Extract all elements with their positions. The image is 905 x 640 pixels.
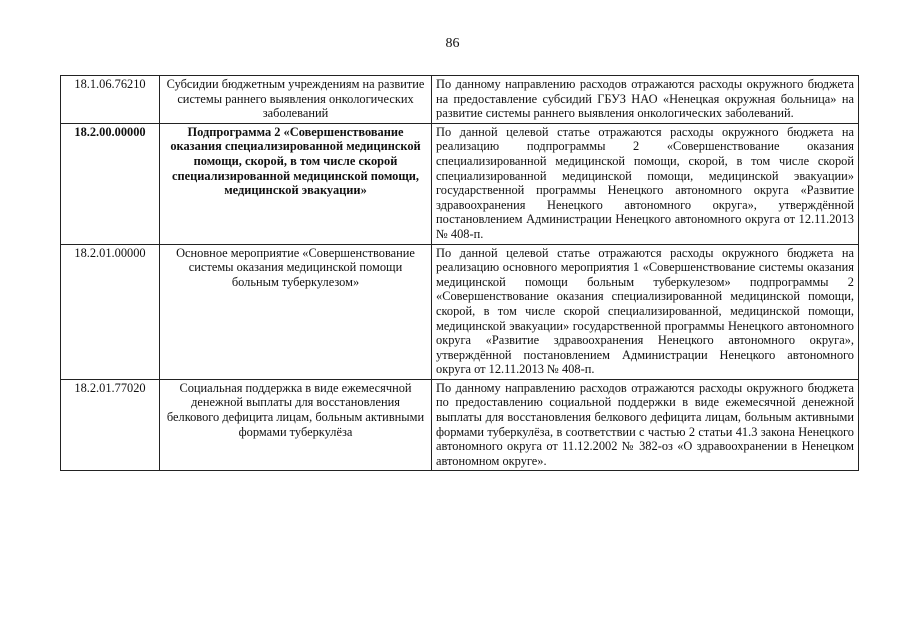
target-article-description: По данной целевой статье отражаются расходы окружного бюджета на реализацию основного мероприятия 1 «Совершенствование системы оказания медицинской помощи больным туберкулезом» подпрограммы 2 «Совершенствование оказания специализированной медицинской помощи, скорой, в том числе скорой специализированной, медицинской помощи, медицинской эвакуации» государственной программы Ненецкого автономного округа «Развитие здравоохранения Ненецкого автономного округа», утверждённой постановлением Администрации Ненецкого автономного округа от 12.11.2013 № 408-п. — [432, 244, 859, 379]
target-article-description: По данной целевой статье отражаются расходы окружного бюджета на реализацию подпрограммы 2 «Совершенствование оказания специализированной медицинской помощи, скорой, в том числе скорой специализированной медицинской помощи, медицинской эвакуации» государственной программы Ненецкого автономного округа «Развитие здравоохранения Ненецкого автономного округа», утверждённой постановлением Администрации Ненецкого автономного округа от 12.11.2013 № 408-п. — [432, 123, 859, 244]
target-article-code: 18.2.00.00000 — [61, 123, 160, 244]
target-article-name: Подпрограмма 2 «Совершенствование оказания специализированной медицинской помощи, скорой, в том числе скорой специализированной медицинской помощи, медицинской эвакуации» — [160, 123, 432, 244]
target-article-description: По данному направлению расходов отражаются расходы окружного бюджета по предоставлению социальной поддержки в виде ежемесячной денежной выплаты для восстановления белкового дефицита лицам, больным активными формами туберкулёза, в соответствии с частью 2 статьи 41.3 закона Ненецкого автономного округа от 11.12.2002 № 382-оз «О здравоохранении в Ненецком автономном округе». — [432, 379, 859, 471]
table-row — [61, 379, 859, 471]
budget-classification-table — [60, 75, 859, 471]
table-row — [61, 76, 859, 124]
table-row — [61, 244, 859, 379]
target-article-name: Субсидии бюджетным учреждениям на развитие системы раннего выявления онкологических заболеваний — [160, 76, 432, 124]
target-article-code: 18.2.01.00000 — [61, 244, 160, 379]
target-article-code: 18.1.06.76210 — [61, 76, 160, 124]
table-row — [61, 123, 859, 244]
target-article-code: 18.2.01.77020 — [61, 379, 160, 471]
target-article-name: Социальная поддержка в виде ежемесячной денежной выплаты для восстановления белкового дефицита лицам, больным активными формами туберкулёза — [160, 379, 432, 471]
target-article-description: По данному направлению расходов отражаются расходы окружного бюджета на предоставление субсидий ГБУЗ НАО «Ненецкая окружная больница» на развитие системы раннего выявления онкологических заболеваний. — [432, 76, 859, 124]
target-article-name: Основное мероприятие «Совершенствование системы оказания медицинской помощи больным туберкулезом» — [160, 244, 432, 379]
page-number: 86 — [445, 36, 460, 51]
